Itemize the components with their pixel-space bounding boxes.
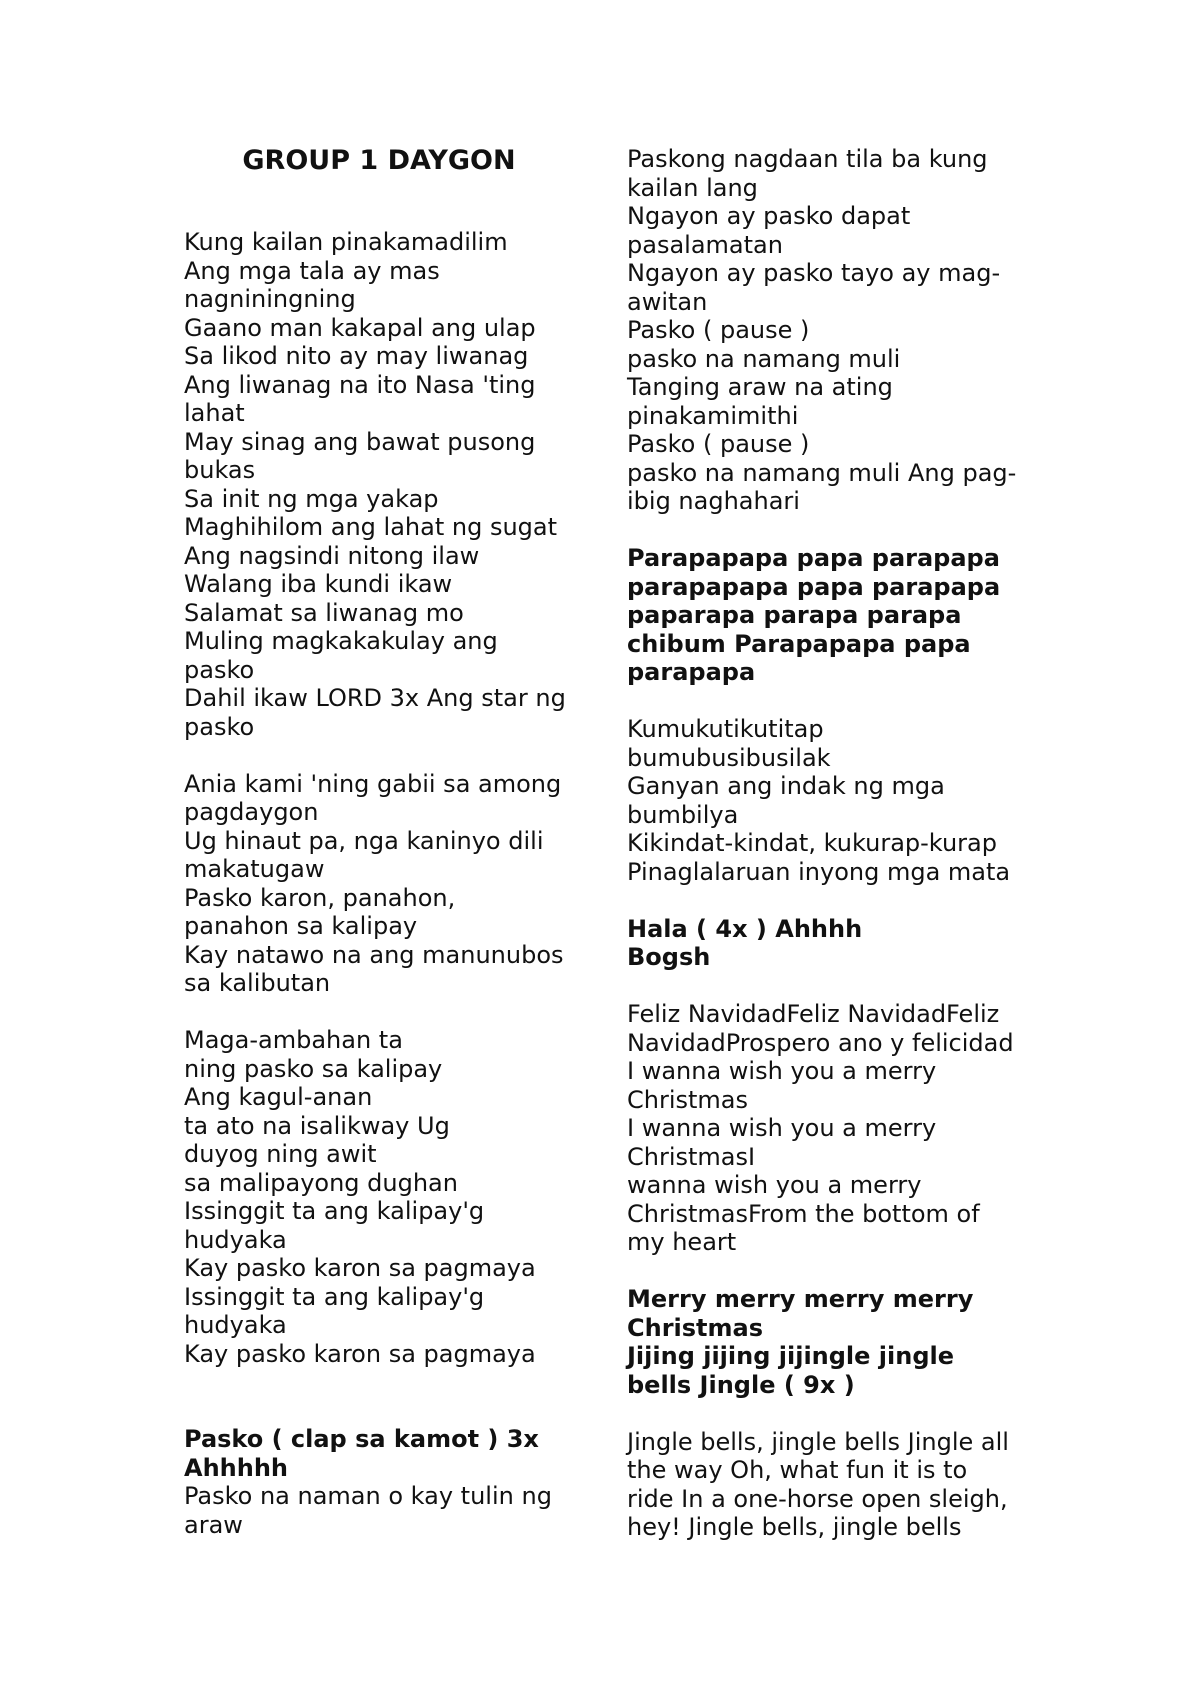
lyric-line: ta ato na isalikway Ug bbox=[184, 1111, 450, 1140]
lyric-line: ride In a one-horse open sleigh, bbox=[627, 1484, 1008, 1513]
lyric-line bbox=[627, 687, 1047, 716]
lyric-line: Ang liwanag na ito Nasa 'ting bbox=[184, 370, 536, 399]
lyric-line bbox=[184, 998, 604, 1027]
lyric-line bbox=[627, 516, 1047, 545]
lyric-line: Maghihilom ang lahat ng sugat bbox=[184, 513, 558, 541]
lyric-line: NavidadProspero ano y felicidad bbox=[627, 1028, 1014, 1057]
lyric-line: ChristmasFrom the bottom of bbox=[627, 1199, 980, 1228]
lyric-line: Feliz NavidadFeliz NavidadFeliz bbox=[627, 1000, 1000, 1028]
lyric-line: ibig naghahari bbox=[627, 487, 800, 515]
lyric-line: bumbilya bbox=[627, 800, 739, 829]
lyric-line: kailan lang bbox=[627, 173, 758, 202]
lyric-line: Gaano man kakapal ang ulap bbox=[184, 313, 536, 342]
lyric-line: Christmas bbox=[627, 1313, 764, 1342]
lyric-line: panahon sa kalipay bbox=[184, 912, 418, 940]
page-title: GROUP 1 DAYGON bbox=[242, 145, 516, 176]
lyric-line bbox=[184, 741, 604, 770]
lyric-line: wanna wish you a merry bbox=[627, 1171, 922, 1199]
lyric-line: Kumukutikutitap bbox=[627, 715, 824, 743]
lyric-line: Bogsh bbox=[627, 943, 711, 971]
lyric-line: Ganyan ang indak ng mga bbox=[627, 772, 945, 800]
lyric-line: pagdaygon bbox=[184, 798, 319, 826]
lyric-line: Ang mga tala ay mas bbox=[184, 256, 440, 285]
lyric-line bbox=[184, 1368, 604, 1397]
lyric-line: pasalamatan bbox=[627, 230, 783, 259]
lyric-line: chibum Parapapapa papa bbox=[627, 629, 971, 658]
lyric-line: Muling magkakakulay ang bbox=[184, 627, 498, 655]
lyric-line: Pasko ( pause ) bbox=[627, 316, 810, 344]
lyric-line: Ug hinaut pa, nga kaninyo dili bbox=[184, 826, 544, 855]
lyric-line: I wanna wish you a merry bbox=[627, 1057, 937, 1085]
lyric-line: pasko na namang muli bbox=[627, 344, 901, 373]
lyric-line: Pasko karon, panahon, bbox=[184, 883, 456, 912]
lyric-line: Jijing jijing jijingle jingle bbox=[627, 1342, 955, 1370]
lyric-line: araw bbox=[184, 1510, 243, 1539]
lyric-line: Ania kami 'ning gabii sa among bbox=[184, 769, 562, 798]
lyric-line: pasko bbox=[184, 655, 255, 684]
lyric-line: Christmas bbox=[627, 1085, 749, 1114]
lyric-line: I wanna wish you a merry bbox=[627, 1114, 937, 1142]
lyric-line: Ngayon ay pasko tayo ay mag- bbox=[627, 259, 1001, 287]
lyric-line: paparapa parapa parapa bbox=[627, 601, 962, 629]
lyric-line: awitan bbox=[627, 287, 708, 316]
lyric-line: bumubusibusilak bbox=[627, 743, 831, 772]
lyric-line: Issinggit ta ang kalipay'g bbox=[184, 1197, 485, 1225]
lyric-line: Walang iba kundi ikaw bbox=[184, 570, 453, 598]
lyric-line: pasko na namang muli Ang pag- bbox=[627, 458, 1017, 487]
lyric-line: Sa init ng mga yakap bbox=[184, 484, 439, 513]
lyric-line: Kung kailan pinakamadilim bbox=[184, 228, 508, 256]
lyric-line: Dahil ikaw LORD 3x Ang star ng bbox=[184, 684, 566, 712]
lyric-line: Salamat sa liwanag mo bbox=[184, 598, 464, 627]
lyric-line: pasko bbox=[184, 712, 255, 741]
lyric-line: May sinag ang bawat pusong bbox=[184, 427, 536, 456]
lyric-line bbox=[627, 972, 1047, 1001]
lyric-line: Ang nagsindi nitong ilaw bbox=[184, 541, 480, 570]
lyric-line: parapapa bbox=[627, 658, 756, 686]
lyric-line: Issinggit ta ang kalipay'g bbox=[184, 1282, 485, 1311]
lyric-line: lahat bbox=[184, 399, 245, 427]
lyric-line: Ang kagul-anan bbox=[184, 1083, 373, 1111]
lyric-line: Ahhhhh bbox=[184, 1453, 289, 1482]
lyric-line: parapapapa papa parapapa bbox=[627, 572, 1001, 601]
lyric-line: Pasko na naman o kay tulin ng bbox=[184, 1482, 552, 1510]
lyric-line: the way Oh, what fun it is to bbox=[627, 1456, 968, 1484]
lyric-line: ning pasko sa kalipay bbox=[184, 1054, 443, 1083]
lyric-line: Pasko ( pause ) bbox=[627, 430, 810, 458]
lyric-line: ChristmasI bbox=[627, 1142, 756, 1171]
lyric-line: Pinaglalaruan inyong mga mata bbox=[627, 857, 1011, 886]
lyric-line: pinakamimithi bbox=[627, 401, 799, 430]
lyric-line: Kikindat-kindat, kukurap-kurap bbox=[627, 829, 997, 857]
lyric-line: Ngayon ay pasko dapat bbox=[627, 202, 911, 230]
lyric-line: hey! Jingle bells, jingle bells bbox=[627, 1513, 962, 1541]
lyrics-column-left bbox=[184, 228, 604, 1539]
lyric-line: sa kalibutan bbox=[184, 969, 331, 997]
lyric-line: my heart bbox=[627, 1228, 737, 1256]
lyric-line: Hala ( 4x ) Ahhhh bbox=[627, 914, 863, 943]
lyrics-column-right bbox=[627, 145, 1047, 1542]
lyric-line: Paskong nagdaan tila ba kung bbox=[627, 145, 988, 173]
lyric-line: makatugaw bbox=[184, 855, 325, 883]
lyric-line: Merry merry merry merry bbox=[627, 1285, 974, 1313]
lyric-line bbox=[627, 1399, 1047, 1428]
lyric-line bbox=[184, 1397, 604, 1426]
lyric-line: Sa likod nito ay may liwanag bbox=[184, 342, 529, 370]
lyric-line: Jingle bells, jingle bells Jingle all bbox=[627, 1427, 1009, 1456]
lyric-line: Tanging araw na ating bbox=[627, 373, 893, 401]
lyric-line: Parapapapa papa parapapa bbox=[627, 544, 1000, 572]
lyric-line: hudyaka bbox=[184, 1225, 287, 1254]
lyric-line: Kay pasko karon sa pagmaya bbox=[184, 1339, 536, 1368]
lyric-line bbox=[627, 886, 1047, 915]
lyric-line: Maga-ambahan ta bbox=[184, 1026, 403, 1054]
lyric-line: duyog ning awit bbox=[184, 1140, 377, 1168]
lyric-line: Pasko ( clap sa kamot ) 3x bbox=[184, 1425, 539, 1453]
lyric-line: bukas bbox=[184, 456, 256, 484]
lyric-line: nagniningning bbox=[184, 285, 356, 313]
lyric-line bbox=[627, 1257, 1047, 1286]
lyric-line: hudyaka bbox=[184, 1311, 287, 1339]
lyric-line: Kay natawo na ang manunubos bbox=[184, 940, 564, 969]
lyric-line: sa malipayong dughan bbox=[184, 1168, 458, 1197]
lyric-line: Kay pasko karon sa pagmaya bbox=[184, 1254, 536, 1282]
lyric-line: bells Jingle ( 9x ) bbox=[627, 1370, 855, 1399]
